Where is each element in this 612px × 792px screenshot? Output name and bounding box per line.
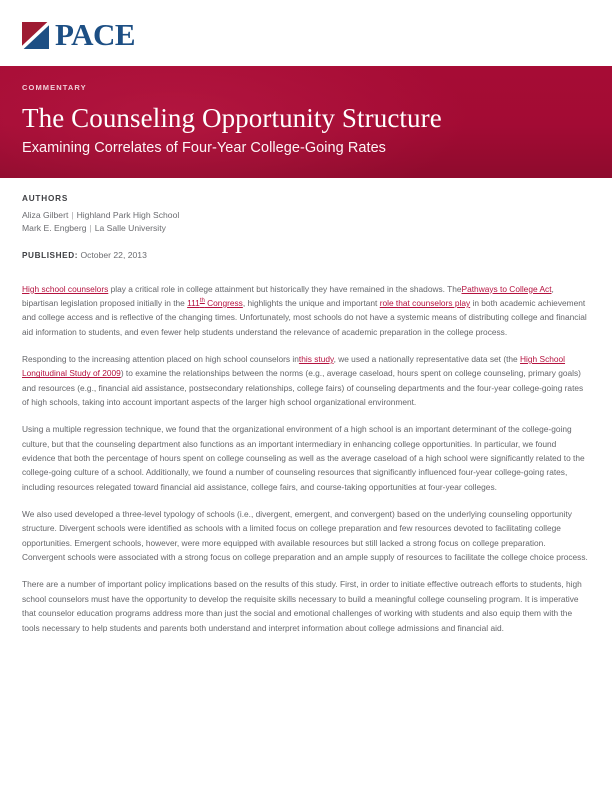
document-body <box>0 178 612 635</box>
document-category-label: COMMENTARY <box>22 83 87 92</box>
body-paragraph-2 <box>22 352 590 409</box>
page-title: The Counseling Opportunity Structure <box>22 103 442 133</box>
link-hsls-2009[interactable]: High School Longitudinal Study of 2009 <box>22 354 566 379</box>
page-subtitle: Examining Correlates of Four-Year College-Going Rates <box>22 140 386 157</box>
authors-heading: AUTHORS <box>22 194 69 203</box>
author-separator: | <box>71 210 74 220</box>
logo-bar <box>0 0 612 66</box>
pace-logo[interactable] <box>22 17 182 52</box>
congress-number: 111 <box>187 297 200 308</box>
published-date: October 22, 2013 <box>80 249 147 260</box>
pace-logo-mark-icon <box>22 22 49 49</box>
link-high-school-counselors[interactable]: High school counselors <box>22 283 109 294</box>
link-this-study[interactable]: this study <box>298 354 334 364</box>
author-name: Mark E. Engberg <box>22 223 87 234</box>
p1-text-4: in both academic achievement and college access and is reflective of the changing times. Unfortunately, most schools do not have a systemic means of distributing college and financial aid information to students, and even fewer help students understand the relevance of academic preparation in the college process. <box>22 297 587 337</box>
p1-text-2: , bipartisan legislation proposed initially in the <box>22 283 554 308</box>
link-pathways-to-college-act[interactable]: Pathways to College Act <box>461 283 552 294</box>
published-line <box>22 250 590 260</box>
author-affiliation: La Salle University <box>94 223 166 234</box>
p1-text-1: play a critical role in college attainment but historically they have remained in the shadows. The <box>108 283 462 294</box>
p1-text-3: , highlights the unique and important <box>242 297 380 308</box>
author-entry <box>22 209 590 222</box>
author-separator: | <box>89 223 92 234</box>
congress-word: Congress <box>204 297 243 308</box>
author-name: Aliza Gilbert <box>22 210 69 220</box>
p2-text-1: Responding to the increasing attention placed on high school counselors in <box>22 354 299 364</box>
published-label: PUBLISHED: <box>22 250 79 260</box>
congress-ordinal-suffix: th <box>199 298 205 305</box>
p2-text-3: ) to examine the relationships between the norms (e.g., average caseload, hours spent on college counseling, primary goals) and resources (e.g., financial aid assistance, postsecondary relationships, college fairs) of counseling departments and the four-year college-going rates of high schools, taking into account important aspects of the larger high school organizational environment. <box>22 368 584 408</box>
author-entry <box>22 222 590 235</box>
p2-text-2: , we used a nationally representative data set (the <box>333 354 521 364</box>
body-paragraph-5: There are a number of important policy implications based on the results of this study. First, in order to initiate effective outreach efforts to students, high school counselors must have the opportunity to develop the requisite skills necessary to build a meaningful college counseling program. It is imperative that counselor education programs address more than just the social and emotional challenges of working with students and also equip them with the tools necessary to help students and parents both understand and interpret information about college admissions and financial aid. <box>22 579 582 633</box>
body-paragraph-4: We also used developed a three-level typology of schools (i.e., divergent, emergent, and convergent) based on the underlying counseling opportunity structure. Divergent schools were identified as schools with a limited focus on college preparation and few resources devoted to facilitating college opportunities. Emergent schools, however, were more equipped with available resources but still lacked a strong focus on college preparation. Convergent schools were associated with a strong focus on college preparation and an ample supply of resources to facilitate the college choice process. <box>22 509 588 563</box>
author-affiliation: Highland Park High School <box>76 210 180 220</box>
link-111th-congress[interactable] <box>187 298 243 308</box>
title-banner <box>0 66 612 178</box>
link-role-that-counselors-play[interactable]: role that counselors play <box>379 297 471 308</box>
body-paragraph-3: Using a multiple regression technique, we found that the organizational environment of a high school is an important determinant of the college-going culture, but that the counseling department also functions as an important intermediary in enhancing college opportunities. In particular, we found evidence that both the percentage of hours spent on college counseling as well as the average caseload of a high school were significantly related to the college-going culture of a school. Additionally, we found a number of counseling resources that significantly influenced four-year college-going rates, including resources relegated toward financial aid assistance, college fairs, and course-taking opportunities at four-year colleges. <box>22 424 585 492</box>
body-paragraph-1 <box>22 282 590 339</box>
pace-wordmark: PACE <box>55 17 136 52</box>
